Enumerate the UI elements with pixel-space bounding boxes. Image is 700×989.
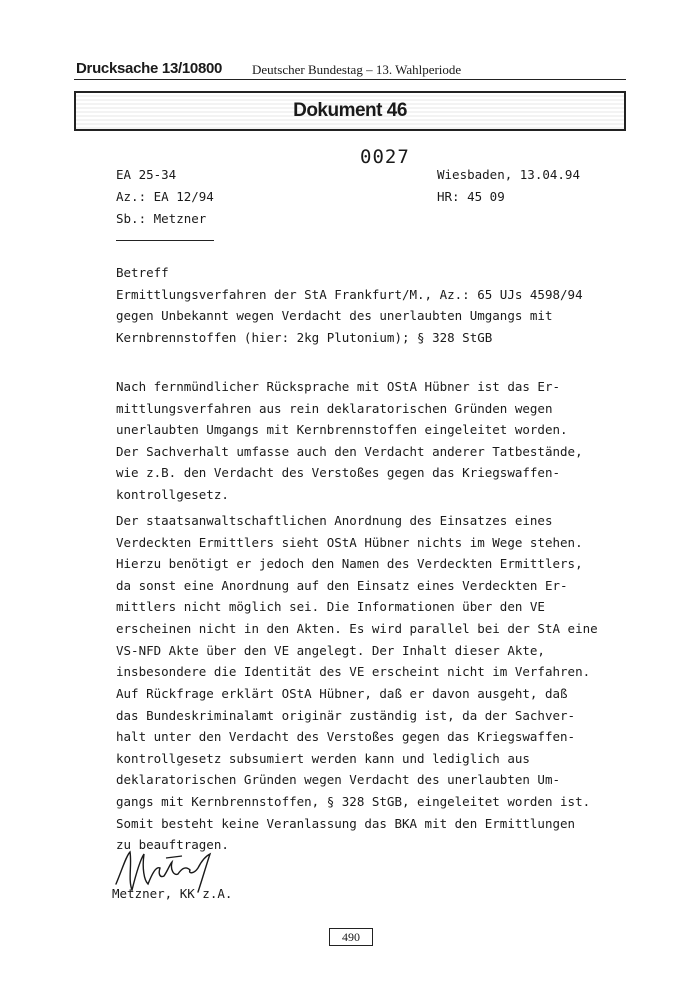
text-line: da sonst eine Anordnung auf den Einsatz eines Verdeckten Er- <box>116 577 568 593</box>
text-line: kontrollgesetz. <box>116 486 229 502</box>
text-line: zu beauftragen. <box>116 837 229 853</box>
text-line: mittlers nicht möglich sei. Die Informationen über den VE <box>116 599 545 615</box>
bundestag-label: Deutscher Bundestag – 13. Wahlperiode <box>252 62 462 77</box>
text-line: kontrollgesetz subsumiert werden kann und lediglich aus <box>116 750 530 766</box>
meta-sb: Sb.: Metzner <box>116 211 207 226</box>
meta-ref: EA 25-34 <box>116 167 177 182</box>
text-line: mittlungsverfahren aus rein deklaratorischen Gründen wegen <box>116 400 553 416</box>
text-line: insbesondere die Identität des VE erscheint nicht im Verfahren. <box>116 664 591 680</box>
subject-line: gegen Unbekannt wegen Verdacht des unerlaubten Umgangs mit <box>116 308 553 324</box>
header-rule <box>74 79 626 80</box>
subject-label: Betreff <box>116 265 169 280</box>
text-line: das Bundeskriminalamt originär zuständig ist, da der Sachver- <box>116 707 576 723</box>
hr-number: HR: 45 09 <box>437 189 505 204</box>
subject-block <box>116 262 583 348</box>
text-line: erscheinen nicht in den Akten. Es wird parallel bei der StA eine <box>116 620 598 636</box>
signature-line: Metzner, KK z.A. <box>112 886 233 901</box>
meta-rule <box>116 240 214 241</box>
text-line: wie z.B. den Verdacht des Verstoßes gegen das Kriegswaffen- <box>116 465 561 481</box>
text-line: Somit besteht keine Veranlassung das BKA mit den Ermittlungen <box>116 815 576 831</box>
document-title-box <box>74 91 626 131</box>
subject-line: Ermittlungsverfahren der StA Frankfurt/M., Az.: 65 UJs 4598/94 <box>116 286 583 302</box>
drucksache-label: Drucksache 13/10800 <box>76 60 223 77</box>
text-line: gangs mit Kernbrennstoffen, § 328 StGB, eingeleitet worden ist. <box>116 793 591 809</box>
meta-az: Az.: EA 12/94 <box>116 189 214 204</box>
text-line: Verdeckten Ermittlers sieht OStA Hübner nichts im Wege stehen. <box>116 534 583 550</box>
text-line: VS-NFD Akte über den VE angelegt. Der Inhalt dieser Akte, <box>116 642 545 658</box>
stamp-number: 0027 <box>360 146 410 168</box>
subject-line: Kernbrennstoffen (hier: 2kg Plutonium); § 328 StGB <box>116 329 493 345</box>
text-line: unerlaubten Umgangs mit Kernbrennstoffen eingeleitet worden. <box>116 422 568 438</box>
text-line: Hierzu benötigt er jedoch den Namen des Verdeckten Ermittlers, <box>116 556 583 572</box>
text-line: halt unter den Verdacht des Verstoßes gegen das Kriegswaffen- <box>116 729 576 745</box>
text-line: Nach fernmündlicher Rücksprache mit OStA Hübner ist das Er- <box>116 379 561 394</box>
text-line: Auf Rückfrage erklärt OStA Hübner, daß er davon ausgeht, daß <box>116 686 568 701</box>
paragraph-3 <box>116 683 590 856</box>
text-line: deklaratorischen Gründen wegen Verdacht des unerlaubten Um- <box>116 772 561 788</box>
text-line: Der Sachverhalt umfasse auch den Verdacht anderer Tatbestände, <box>116 443 583 459</box>
document-title: Dokument 46 <box>293 100 407 121</box>
paragraph-1 <box>116 376 583 506</box>
page-number: 490 <box>329 928 373 946</box>
paragraph-2 <box>116 510 598 683</box>
text-line: Der staatsanwaltschaftlichen Anordnung des Einsatzes eines <box>116 513 553 528</box>
place-date: Wiesbaden, 13.04.94 <box>437 167 580 182</box>
